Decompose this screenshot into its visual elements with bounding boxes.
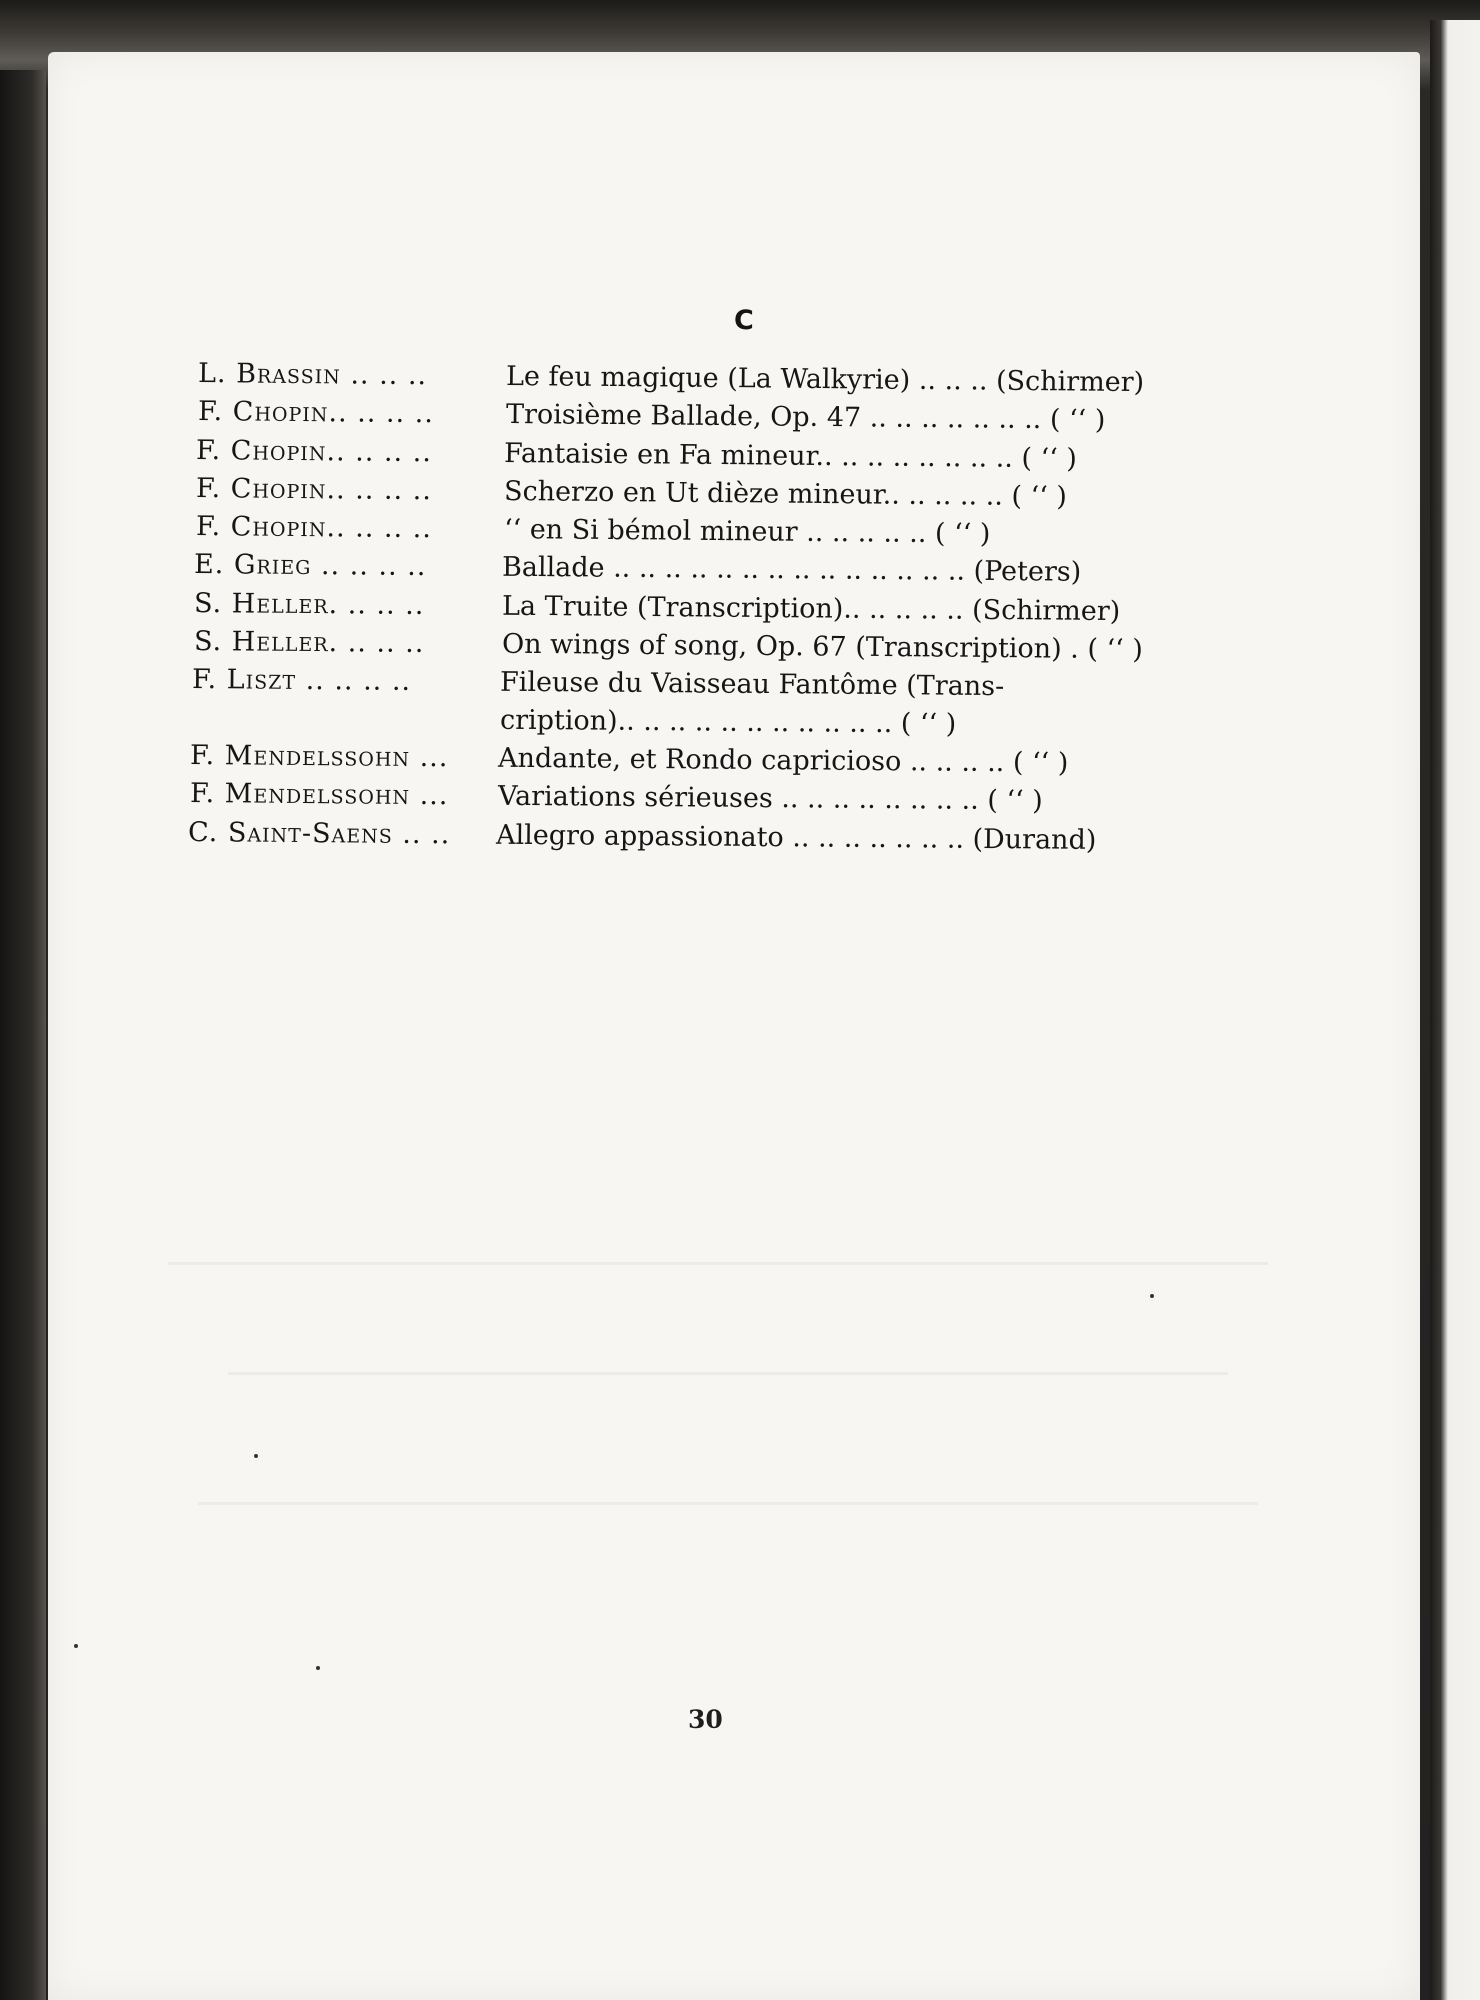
book-page — [48, 52, 1420, 2000]
composer-initial: F. — [195, 435, 222, 467]
ink-speck — [316, 1666, 320, 1670]
composer-initial: F. — [191, 664, 218, 696]
composer-initial: S. — [193, 626, 223, 658]
work-title: Le feu magique (La Walkyrie) .. .. .. (Schirmer) — [505, 360, 1145, 399]
composer-name — [196, 511, 432, 544]
composer-surname: Chopin — [230, 473, 327, 506]
composer-initial: F. — [189, 740, 216, 772]
composer-name — [194, 549, 427, 582]
composer-initial: L. — [197, 358, 227, 390]
composer-surname: Saint-Saens — [227, 817, 393, 850]
composer-surname: Mendelssohn — [224, 740, 411, 773]
work-title: La Truite (Transcription).. .. .. .. .. (Schirmer) — [501, 590, 1121, 628]
leader-dots: ... — [409, 741, 449, 774]
page-number: 30 — [688, 1705, 723, 1734]
work-title: ‘‘ en Si bémol mineur .. .. .. .. .. ( ‘‘ ) — [503, 513, 991, 550]
work-title: Troisième Ballade, Op. 47 .. .. .. .. .. .. .. ( ‘‘ ) — [505, 398, 1106, 436]
work-title: Fileuse du Vaisseau Fantôme (Trans- — [499, 666, 1005, 703]
composer-name — [198, 396, 434, 429]
leader-dots: . .. .. .. — [328, 627, 425, 660]
work-title: Variations sérieuses .. .. .. .. .. .. .. .. ( ‘‘ ) — [497, 780, 1043, 817]
ink-speck — [74, 1644, 78, 1648]
composer-surname: Chopin — [230, 435, 327, 468]
leader-dots: .. .. .. .. — [311, 550, 427, 583]
section-letter: C — [734, 305, 754, 336]
composer-name — [192, 664, 411, 697]
work-title: Andante, et Rondo capricioso .. .. .. .. ( ‘‘ ) — [497, 742, 1069, 779]
show-through-line — [198, 1502, 1258, 1505]
composer-name — [190, 740, 449, 773]
work-title: Fantaisie en Fa mineur.. .. .. .. .. .. .. .. ( ‘‘ ) — [503, 437, 1078, 475]
work-title: cription).. .. .. .. .. .. .. .. .. .. .. ( ‘‘ ) — [499, 704, 957, 740]
work-title: Scherzo en Ut dièze mineur.. .. .. .. .. ( ‘‘ ) — [503, 475, 1068, 513]
catalog-entry — [188, 817, 1261, 866]
composer-name — [198, 358, 427, 391]
composer-name — [194, 588, 425, 621]
composer-name — [188, 817, 451, 850]
leader-dots: ... — [409, 779, 449, 812]
composer-initial: E. — [193, 549, 225, 581]
composer-initial: S. — [193, 588, 223, 620]
composer-name — [194, 626, 425, 659]
leader-dots: .. .. .. .. — [326, 436, 433, 469]
composer-surname: Liszt — [226, 664, 297, 696]
composer-surname: Mendelssohn — [224, 778, 411, 811]
composer-initial: F. — [197, 396, 224, 428]
left-page-edge — [0, 70, 46, 2000]
composer-surname: Heller — [231, 626, 329, 659]
leader-dots: .. .. .. .. — [326, 512, 433, 545]
work-title: On wings of song, Op. 67 (Transcription) . ( ‘‘ ) — [501, 628, 1143, 666]
composer-surname: Heller — [231, 588, 329, 621]
composer-initial: F. — [195, 511, 222, 543]
ink-speck — [1150, 1294, 1154, 1298]
show-through-line — [168, 1262, 1268, 1265]
work-title: Ballade .. .. .. .. .. .. .. .. .. .. .. .. .. .. (Peters) — [501, 551, 1082, 588]
composer-initial: F. — [195, 473, 222, 505]
show-through-line — [228, 1372, 1228, 1375]
composer-name — [196, 435, 432, 468]
composer-initial: F. — [189, 778, 216, 810]
leader-dots: . .. .. .. — [328, 589, 425, 622]
composer-surname: Grieg — [233, 549, 312, 582]
leader-dots: .. .. .. .. — [328, 397, 435, 430]
work-title: Allegro appassionato .. .. .. .. .. .. .. (Durand) — [495, 819, 1097, 856]
composer-surname: Brassin — [236, 358, 341, 391]
composer-surname: Chopin — [230, 511, 327, 544]
composer-name — [190, 778, 449, 811]
leader-dots: .. .. — [392, 818, 451, 851]
composer-initial: C. — [187, 817, 219, 849]
right-page-edge — [1430, 20, 1480, 2000]
composer-name — [196, 473, 432, 506]
leader-dots: .. .. .. .. — [326, 474, 433, 507]
leader-dots: .. .. .. .. — [295, 664, 412, 697]
leader-dots: .. .. .. — [340, 359, 428, 392]
ink-speck — [254, 1454, 258, 1458]
composer-surname: Chopin — [232, 396, 329, 429]
